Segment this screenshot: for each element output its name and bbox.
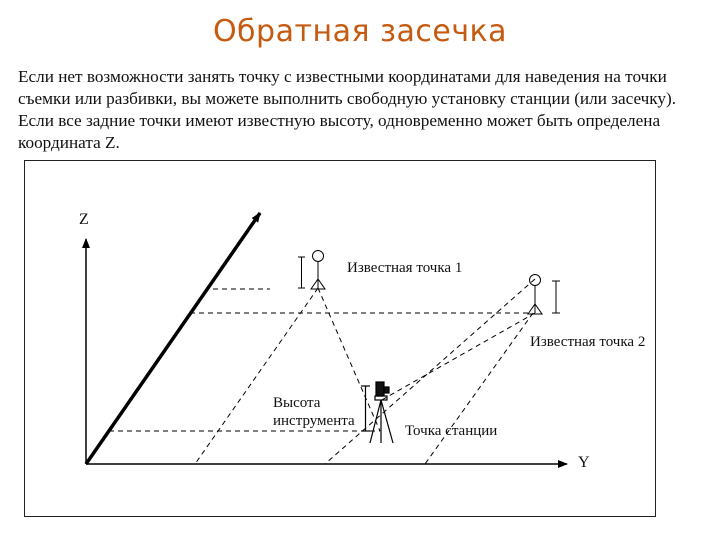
known-point-1-marker [298, 251, 325, 290]
instrument-height-label-line2: инструмента [273, 413, 355, 429]
instrument-height-label-line1: Высота [273, 395, 321, 411]
resection-diagram-svg [25, 161, 655, 516]
known-point-2-label: Известная точка 2 [530, 334, 646, 350]
x-axis-diagonal [86, 213, 260, 464]
y-axis-label: Y [578, 454, 590, 471]
known-point-1-label: Известная точка 1 [347, 260, 463, 276]
station-point-label: Точка станции [405, 423, 498, 439]
station-instrument [361, 382, 393, 443]
resection-diagram [24, 160, 656, 517]
z-axis-label: Z [79, 211, 89, 228]
slide-title: Обратная засечка [212, 14, 508, 49]
intro-paragraph: Если нет возможности занять точку с известными координатами для наведения на точки съемки или разбивки, вы можете выполнить свободную установку станции (или засечку). Если все задние точки имеют известную высоту, одновременно может быть определена координата Z. [18, 67, 677, 152]
